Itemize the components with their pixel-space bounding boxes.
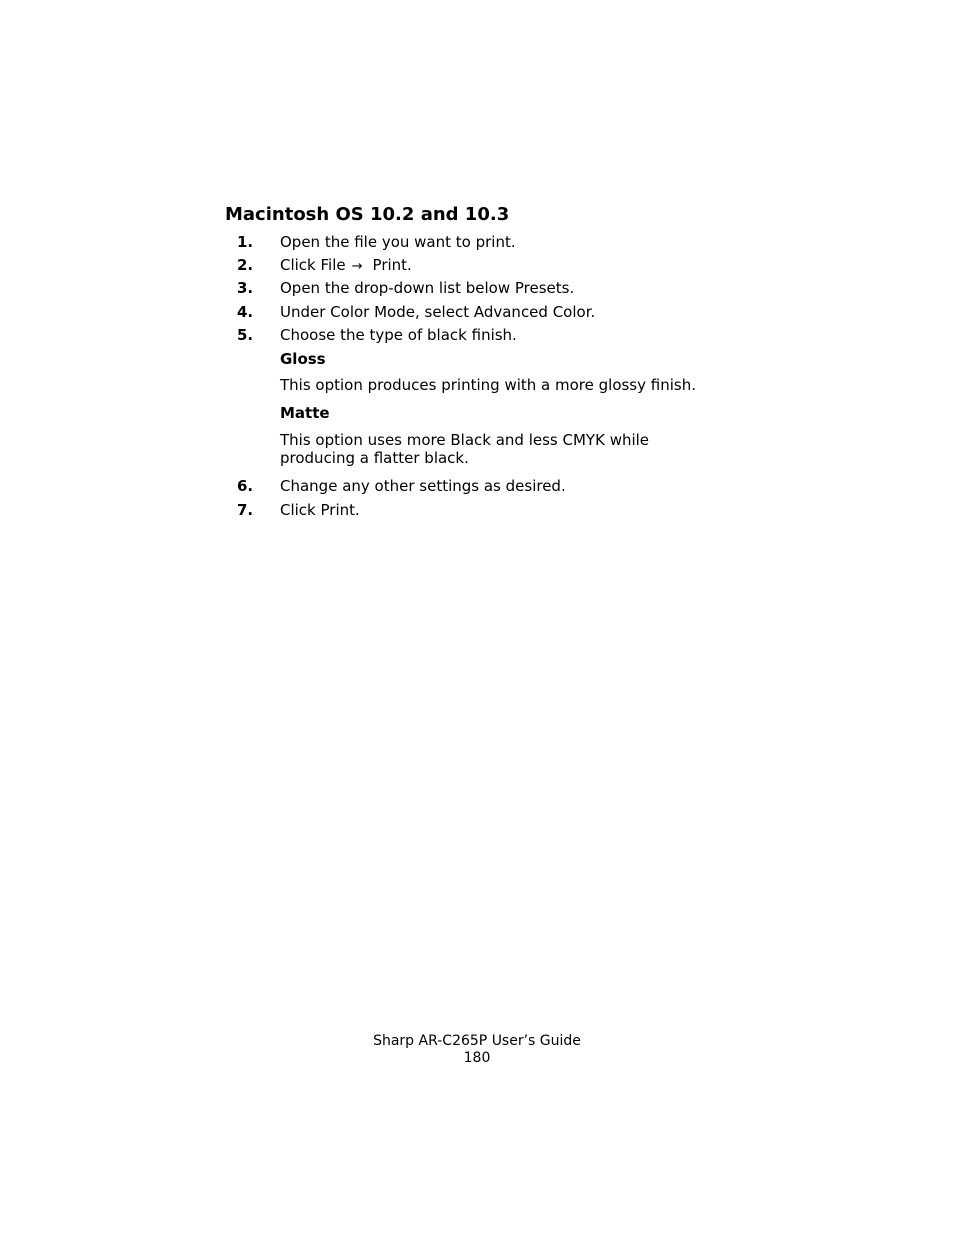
right-arrow-icon: → xyxy=(351,259,363,274)
step-text: Open the drop-down list below Presets. xyxy=(280,279,575,297)
step-text-before: Click File xyxy=(280,256,346,274)
step-number: 6. xyxy=(237,477,254,495)
step-text xyxy=(280,255,412,277)
step-number: 3. xyxy=(237,279,254,297)
step-2 xyxy=(0,255,954,275)
step-number: 2. xyxy=(237,256,254,274)
option-text-line: producing a flatter black. xyxy=(280,449,469,467)
step-1 xyxy=(0,232,954,252)
step-number: 1. xyxy=(237,233,254,251)
step-4 xyxy=(0,302,954,322)
step-5 xyxy=(0,325,954,345)
step-6 xyxy=(0,476,954,496)
option-text-gloss: This option produces printing with a more glossy finish. xyxy=(280,376,696,394)
step-number: 4. xyxy=(237,303,254,321)
step-text: Click Print. xyxy=(280,501,360,519)
step-number: 7. xyxy=(237,501,254,519)
step-text: Open the file you want to print. xyxy=(280,233,516,251)
step-3 xyxy=(0,278,954,298)
option-title-matte: Matte xyxy=(280,404,330,422)
option-title-gloss: Gloss xyxy=(280,350,326,368)
footer-guide-title: Sharp AR-C265P User’s Guide xyxy=(373,1033,581,1049)
step-text: Change any other settings as desired. xyxy=(280,477,566,495)
section-heading: Macintosh OS 10.2 and 10.3 xyxy=(225,204,510,225)
step-7 xyxy=(0,500,954,520)
option-text-line: This option uses more Black and less CMYK while xyxy=(280,431,650,449)
step-text-after: Print. xyxy=(372,256,412,274)
footer-page-number: 180 xyxy=(463,1050,491,1066)
step-text: Under Color Mode, select Advanced Color. xyxy=(280,303,596,321)
option-text-matte xyxy=(280,431,740,467)
step-text: Choose the type of black finish. xyxy=(280,326,517,344)
step-number: 5. xyxy=(237,326,254,344)
